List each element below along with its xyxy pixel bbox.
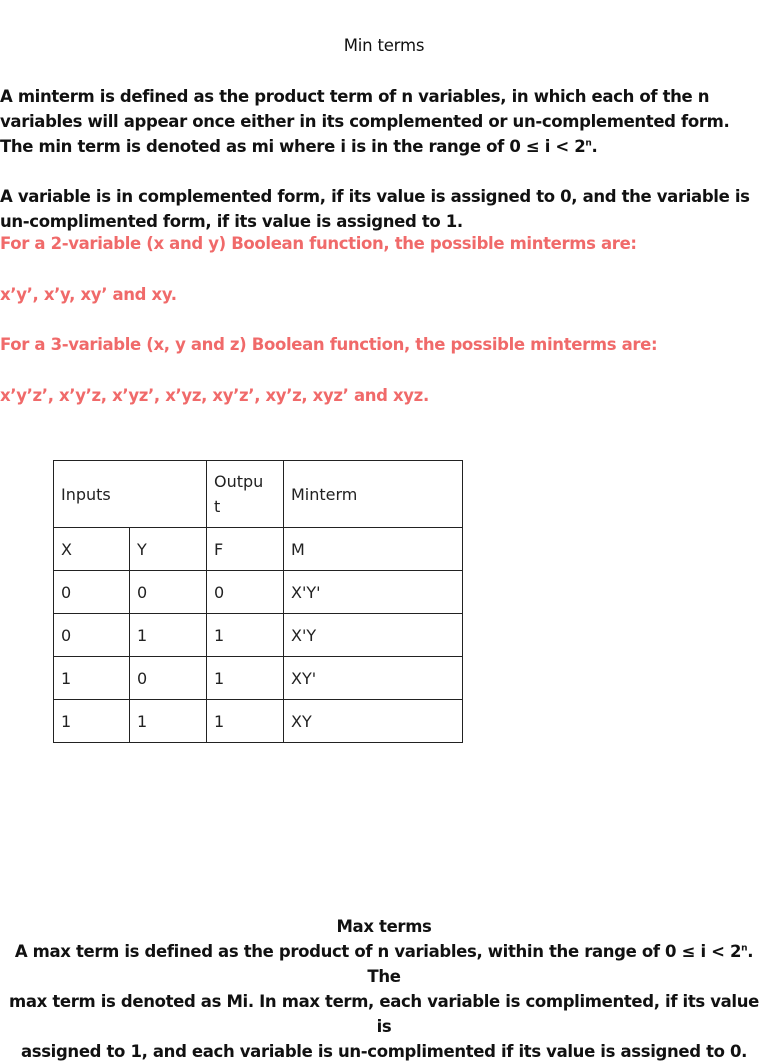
minterm-definition-line: variables will appear once either in its complemented or un-complemented form. bbox=[0, 112, 730, 131]
page-title: Min terms bbox=[343, 36, 425, 55]
three-variable-minterms: x’y’z’, x’y’z, x’yz’, x’yz, xy’z’, xy’z, xyz’ and xyz. bbox=[0, 386, 429, 405]
table-cell: 1 bbox=[54, 700, 130, 743]
column-x: X bbox=[54, 528, 130, 571]
maxterm-title: Max terms bbox=[336, 917, 432, 936]
superscript-n: n bbox=[585, 138, 592, 149]
minterm-definition-line bbox=[0, 134, 768, 159]
column-m: M bbox=[284, 528, 463, 571]
complemented-form-line: un-complimented form, if its value is assigned to 1. bbox=[0, 212, 463, 231]
minterm-header: Minterm bbox=[284, 461, 463, 528]
maxterm-definition-line: assigned to 1, and each variable is un-complimented if its value is assigned to 0. bbox=[20, 1042, 748, 1061]
table-header-row bbox=[54, 461, 463, 528]
complemented-form-paragraph bbox=[0, 184, 768, 234]
table-cell: 0 bbox=[54, 571, 130, 614]
table-cell: 1 bbox=[207, 657, 284, 700]
maxterm-definition-line bbox=[0, 939, 768, 989]
minterm-definition-line: A minterm is defined as the product term of n variables, in which each of the n bbox=[0, 87, 710, 106]
table-row bbox=[54, 614, 463, 657]
table-cell: 0 bbox=[130, 571, 207, 614]
column-f: F bbox=[207, 528, 284, 571]
table-row bbox=[54, 657, 463, 700]
table-cell: 1 bbox=[130, 700, 207, 743]
table-cell: 1 bbox=[207, 614, 284, 657]
maxterm-definition-line: max term is denoted as Mi. In max term, each variable is complimented, if its value is bbox=[9, 992, 759, 1036]
table-cell: XY bbox=[284, 700, 463, 743]
table-cell: 1 bbox=[207, 700, 284, 743]
inputs-header: Inputs bbox=[54, 461, 207, 528]
minterm-definition bbox=[0, 84, 768, 159]
table-cell: 0 bbox=[54, 614, 130, 657]
maxterm-section bbox=[0, 914, 768, 1064]
table-cell: XY' bbox=[284, 657, 463, 700]
superscript-n: n bbox=[741, 943, 748, 954]
minterm-range-suffix: . bbox=[591, 137, 598, 156]
table-cell: X'Y' bbox=[284, 571, 463, 614]
maxterm-range-suffix: . The bbox=[367, 942, 754, 986]
table-row bbox=[54, 571, 463, 614]
two-variable-heading: For a 2-variable (x and y) Boolean function, the possible minterms are: bbox=[0, 234, 637, 253]
output-header-line2: t bbox=[214, 497, 221, 516]
table-cell: 1 bbox=[54, 657, 130, 700]
output-header bbox=[207, 461, 284, 528]
column-y: Y bbox=[130, 528, 207, 571]
table-cell: 0 bbox=[130, 657, 207, 700]
output-header-line1: Outpu bbox=[214, 472, 264, 491]
two-variable-minterms: x’y’, x’y, xy’ and xy. bbox=[0, 285, 177, 304]
complemented-form-line: A variable is in complemented form, if its value is assigned to 0, and the variable is bbox=[0, 187, 750, 206]
minterm-range-text: The min term is denoted as mi where i is in the range of 0 ≤ i < 2 bbox=[0, 137, 586, 156]
maxterm-range-text: A max term is defined as the product of n variables, within the range of 0 ≤ i < 2 bbox=[14, 942, 742, 961]
table-cell: 0 bbox=[207, 571, 284, 614]
table-cell: 1 bbox=[130, 614, 207, 657]
truth-table bbox=[53, 460, 463, 743]
table-column-row bbox=[54, 528, 463, 571]
three-variable-heading: For a 3-variable (x, y and z) Boolean function, the possible minterms are: bbox=[0, 335, 658, 354]
table-row bbox=[54, 700, 463, 743]
table-cell: X'Y bbox=[284, 614, 463, 657]
